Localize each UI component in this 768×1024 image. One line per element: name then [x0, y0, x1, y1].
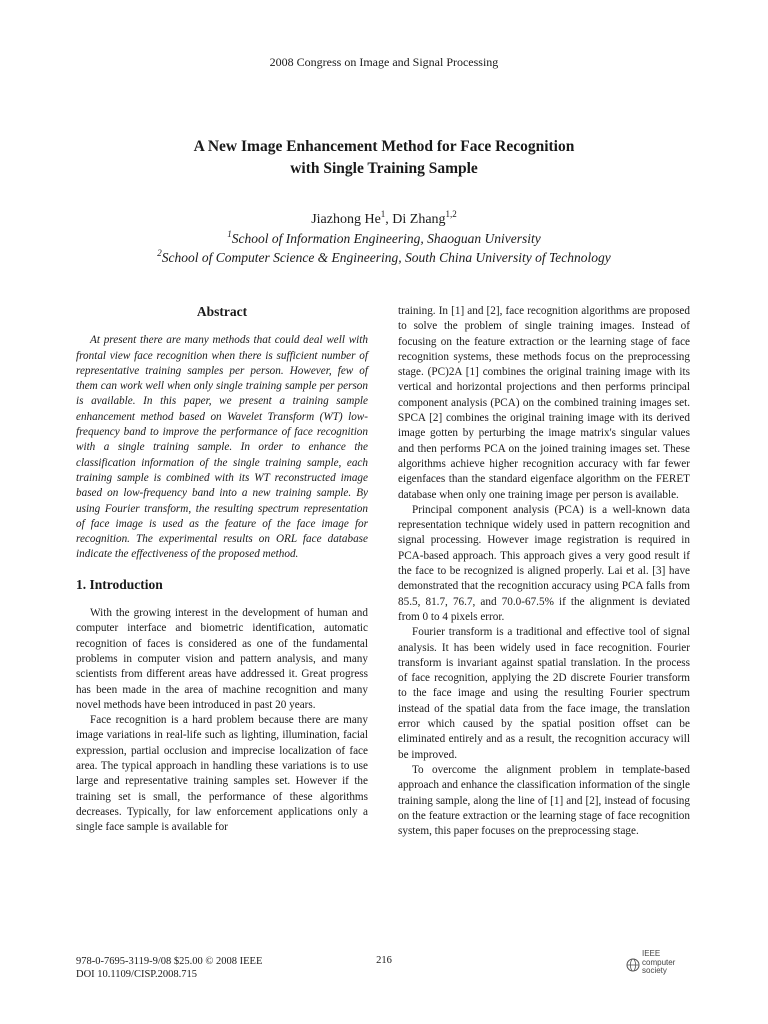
introduction-heading: 1. Introduction: [76, 576, 163, 592]
right-paragraph-2: Principal component analysis (PCA) is a well-known data representation technique widely used in pattern recognition and signal processing. However image registration is required in PCA-based approach. This approach gives a very good result if the face to be recognized is aligned properly. Lai et al. [3] have demonstrated that the recognition accuracy using PCA falls from 85.5, 81.7, 76.7, and 70.0-67.5% if the alignment is deviated from 0 to 4 pixels error.: [398, 503, 690, 623]
paper-title: [0, 136, 768, 180]
logo-line-3: society: [642, 966, 667, 975]
affiliation-1: [0, 231, 768, 247]
running-head: 2008 Congress on Image and Signal Processing: [269, 55, 499, 69]
title-line-2: with Single Training Sample: [290, 160, 478, 177]
title-line-1: A New Image Enhancement Method for Face Recognition: [193, 138, 575, 155]
author-separator: ,: [385, 212, 393, 227]
intro-paragraph-1: With the growing interest in the development of human and computer interface and biometric identification, automatic recognition of faces is considered as one of the fundamental problems in computer vision and pattern analysis, and many scientists from different areas have addressed it. Great progress has been made in the area of machine recognition and many novel methods have been introduced in past 20 years.: [76, 607, 368, 711]
footer-doi: DOI 10.1109/CISP.2008.715: [76, 969, 197, 980]
authors: [0, 209, 768, 228]
author-2: Di Zhang: [392, 212, 446, 227]
affiliation-1-text: School of Information Engineering, Shaoguan University: [231, 231, 541, 246]
author-1-affiliation-mark: 1: [380, 209, 386, 219]
page-number: 216: [376, 955, 392, 966]
abstract-text: At present there are many methods that could deal well with frontal view face recognition when there is sufficient number of representative training samples per person. However, few of them can work well when only single training sample per person is available. In this paper, we present a training sample enhancement method based on Wavelet Transform (WT) low-frequency band to improve the performance of face recognition with a single training sample. In order to enhance the classification information of the single training sample, each training sample is combined with its WT reconstructed image based on low-frequency band into a new training sample. By using Fourier transform, the resulting spectrum representation of face image is used as the feature of the face image for recognition. The experimental results on ORL face database indicate the effectiveness of the proposed method.: [76, 334, 368, 561]
affiliation-1-mark: 1: [227, 229, 232, 239]
right-paragraph-1: training. In [1] and [2], face recognition algorithms are proposed to solve the problem of single training images. Instead of focusing on the feature extraction or the learning stage of face recognition systems, these methods focus on the preprocessing stage. (PC)2A [1] combines the original training image with its vertical and horizontal projections and then performs principal component analysis (PCA) on the combined training images set. SPCA [2] combines the original training image with its derived image gotten by perturbing the image matrix's singular values and then performs PCA on the joined training images set. These algorithms achieve higher recognition accuracy with far fewer eigenfaces than the standard eigenface algorithm on the FERET database when only one training image per person is available.: [398, 305, 690, 501]
intro-paragraph-2: Face recognition is a hard problem because there are many image variations in real-life such as lighting, illumination, facial expression, partial occlusion and imprecise localization of face area. The typical approach in handling these variations is to use large and representative training samples set. However if the training set is small, the performance of these algorithms decreases. Typically, for law enforcement applications only a single face sample is available for: [76, 714, 368, 834]
ieee-computer-society-logo: [626, 950, 696, 980]
logo-text: [642, 950, 675, 976]
right-column: [398, 304, 690, 839]
logo-line-1: IEEE: [642, 949, 661, 958]
abstract-heading: Abstract: [196, 304, 248, 319]
logo-line-2: computer: [642, 957, 676, 967]
footer-isbn: 978-0-7695-3119-9/08 $25.00 © 2008 IEEE: [76, 956, 263, 967]
affiliation-2: [0, 250, 768, 266]
affiliation-2-text: School of Computer Science & Engineering, South China University of Technology: [161, 250, 611, 265]
right-paragraph-3: Fourier transform is a traditional and effective tool of signal analysis. It has been widely used in face recognition. Fourier transform is invariant against spatial translation. In the process of face recognition, applying the 2D discrete Fourier transform to the face image and using the resulting Fourier spectrum instead of the spatial data from the face image, the translation error which caused by the spatial position offset can be eliminated entirely and as a result, the recognition accuracy will be improved.: [398, 626, 690, 761]
globe-icon: [626, 958, 640, 972]
author-2-affiliation-mark: 1,2: [445, 209, 457, 219]
author-1: Jiazhong He: [311, 212, 381, 227]
right-paragraph-4: To overcome the alignment problem in template-based approach and enhance the classification information of the single training sample, along the line of [1] and [2], instead of focusing on the feature extraction or the learning stage of face recognition system, this paper focuses on the preprocessing stage.: [398, 763, 690, 838]
left-column: [76, 304, 368, 836]
affiliation-2-mark: 2: [157, 248, 162, 258]
